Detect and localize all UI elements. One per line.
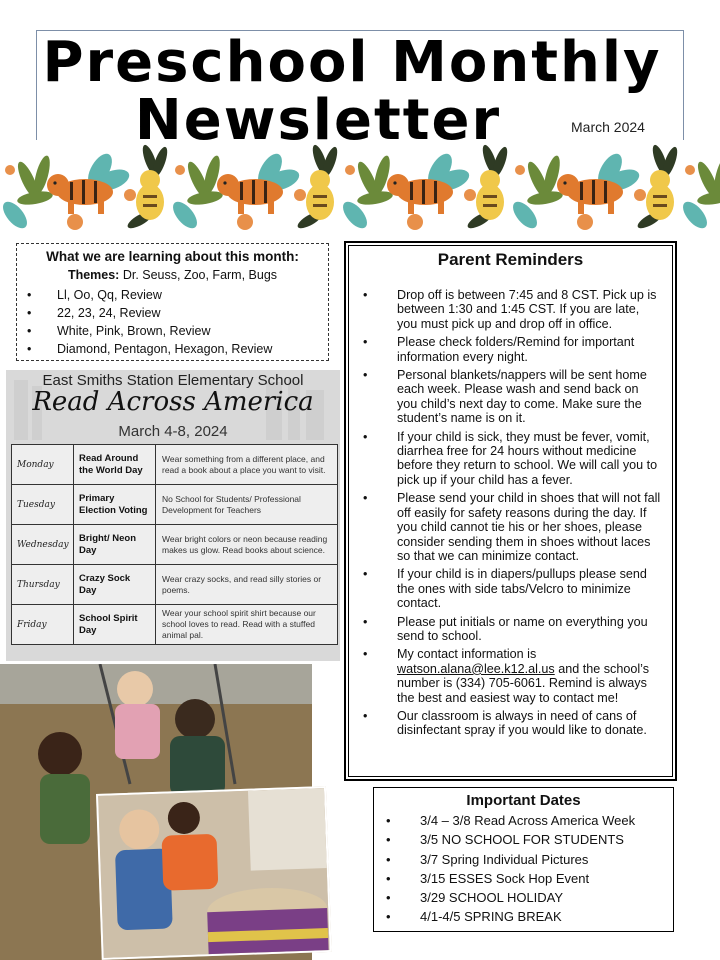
table-row: [12, 565, 338, 605]
table-row: [12, 605, 338, 645]
contact-email-link[interactable]: watson.alana@lee.k12.al.us: [397, 661, 555, 676]
learning-this-month-box: [16, 243, 329, 361]
parent-reminders-box: [344, 241, 677, 781]
raa-theme: Read Around the World Day: [74, 445, 156, 485]
raa-theme: School Spirit Day: [74, 605, 156, 645]
reminder-item-contact: [359, 647, 662, 705]
raa-day: Thursday: [12, 565, 74, 605]
important-dates-list: [384, 811, 663, 927]
reminder-item: • Drop off is between 7:45 and 8 CST. Pick up is between 1:30 and 1:45 CST. If you are late, you must pick up and drop off in office.: [359, 288, 662, 331]
banner-tile: [0, 143, 170, 232]
jungle-animal-banner: [0, 140, 720, 240]
learning-list: [25, 286, 320, 358]
raa-desc: Wear bright colors or neon because reading makes us glow. Read books about science.: [156, 525, 338, 565]
reminder-item: • Please check folders/Remind for important information every night.: [359, 335, 662, 364]
table-row: [12, 445, 338, 485]
table-row: [12, 525, 338, 565]
table-row: [12, 485, 338, 525]
raa-day: Wednesday: [12, 525, 74, 565]
themes-line: [25, 268, 320, 282]
raa-dates: March 4-8, 2024: [118, 423, 228, 440]
themes-value: Dr. Seuss, Zoo, Farm, Bugs: [119, 268, 278, 282]
reminder-item: • Our classroom is always in need of cans of disinfectant spray if you would like to donate.: [359, 709, 662, 738]
read-across-america-flyer: [6, 370, 340, 661]
date-item: • 4/1-4/5 SPRING BREAK: [384, 907, 663, 926]
reminders-heading: Parent Reminders: [437, 250, 584, 269]
learning-heading: What we are learning about this month:: [46, 249, 299, 264]
reminder-item: • Personal blankets/nappers will be sent home each week. Please wash and send back on you child’s next day to come. Make sure the student’s name is on it.: [359, 368, 662, 426]
raa-desc: No School for Students/ Professional Development for Teachers: [156, 485, 338, 525]
classroom-photo-drum: [96, 786, 332, 960]
photo-illustration: [98, 788, 332, 960]
learning-item: • White, Pink, Brown, Review: [25, 322, 320, 340]
raa-day: Monday: [12, 445, 74, 485]
reminder-item: • Please send your child in shoes that will not fall off easily for safety reasons during the day. If you child cannot tie his or her shoes, please consider sending them in shoes without laces so that we can minimize contact.: [359, 491, 662, 563]
learning-item: • Diamond, Pentagon, Hexagon, Review: [25, 340, 320, 358]
reminder-item: • Please put initials or name on everything you send to school.: [359, 615, 662, 644]
raa-desc: Wear something from a different place, and read a book about a place you want to visit.: [156, 445, 338, 485]
raa-title: Read Across America: [32, 387, 314, 417]
raa-day: Friday: [12, 605, 74, 645]
date-item: • 3/7 Spring Individual Pictures: [384, 850, 663, 869]
raa-schedule-table: [11, 444, 338, 645]
raa-desc: Wear crazy socks, and read silly stories or poems.: [156, 565, 338, 605]
learning-item: • Ll, Oo, Qq, Review: [25, 286, 320, 304]
important-dates-heading: Important Dates: [466, 792, 581, 809]
newsletter-header: [36, 30, 684, 153]
parent-reminders-inner: [348, 245, 673, 777]
raa-day: Tuesday: [12, 485, 74, 525]
banner-illustration: [0, 140, 720, 240]
reminder-item: • If your child is sick, they must be fever, vomit, diarrhea free for 24 hours without medicine before they return to school. We will call you to pick up if your child has a fever.: [359, 430, 662, 488]
raa-theme: Crazy Sock Day: [74, 565, 156, 605]
contact-prefix: My contact information is: [397, 647, 537, 662]
title-line-1: Preschool Monthly: [42, 30, 662, 95]
themes-label: Themes:: [67, 268, 120, 282]
date-item: • 3/5 NO SCHOOL FOR STUDENTS: [384, 830, 663, 849]
reminder-item: • If your child is in diapers/pullups please send the ones with side tabs/Velcro to minimize contact.: [359, 567, 662, 610]
date-item: • 3/4 – 3/8 Read Across America Week: [384, 811, 663, 830]
contact-suffix: and the school’s number is (334) 705-6061. Remind is always the best and easiest way to contact me!: [397, 661, 650, 705]
learning-item: • 22, 23, 24, Review: [25, 304, 320, 322]
raa-theme: Bright/ Neon Day: [74, 525, 156, 565]
raa-desc: Wear your school spirit shirt because our school loves to read. Read with a stuffed animal pal.: [156, 605, 338, 645]
date-item: • 3/29 SCHOOL HOLIDAY: [384, 888, 663, 907]
title-line-2: Newsletter: [134, 88, 502, 153]
raa-theme: Primary Election Voting: [74, 485, 156, 525]
reminders-list: [359, 288, 662, 738]
raa-school-name: East Smiths Station Elementary School: [42, 372, 304, 389]
important-dates-box: [373, 787, 674, 932]
date-item: • 3/15 ESSES Sock Hop Event: [384, 869, 663, 888]
newsletter-date: March 2024: [571, 119, 645, 135]
